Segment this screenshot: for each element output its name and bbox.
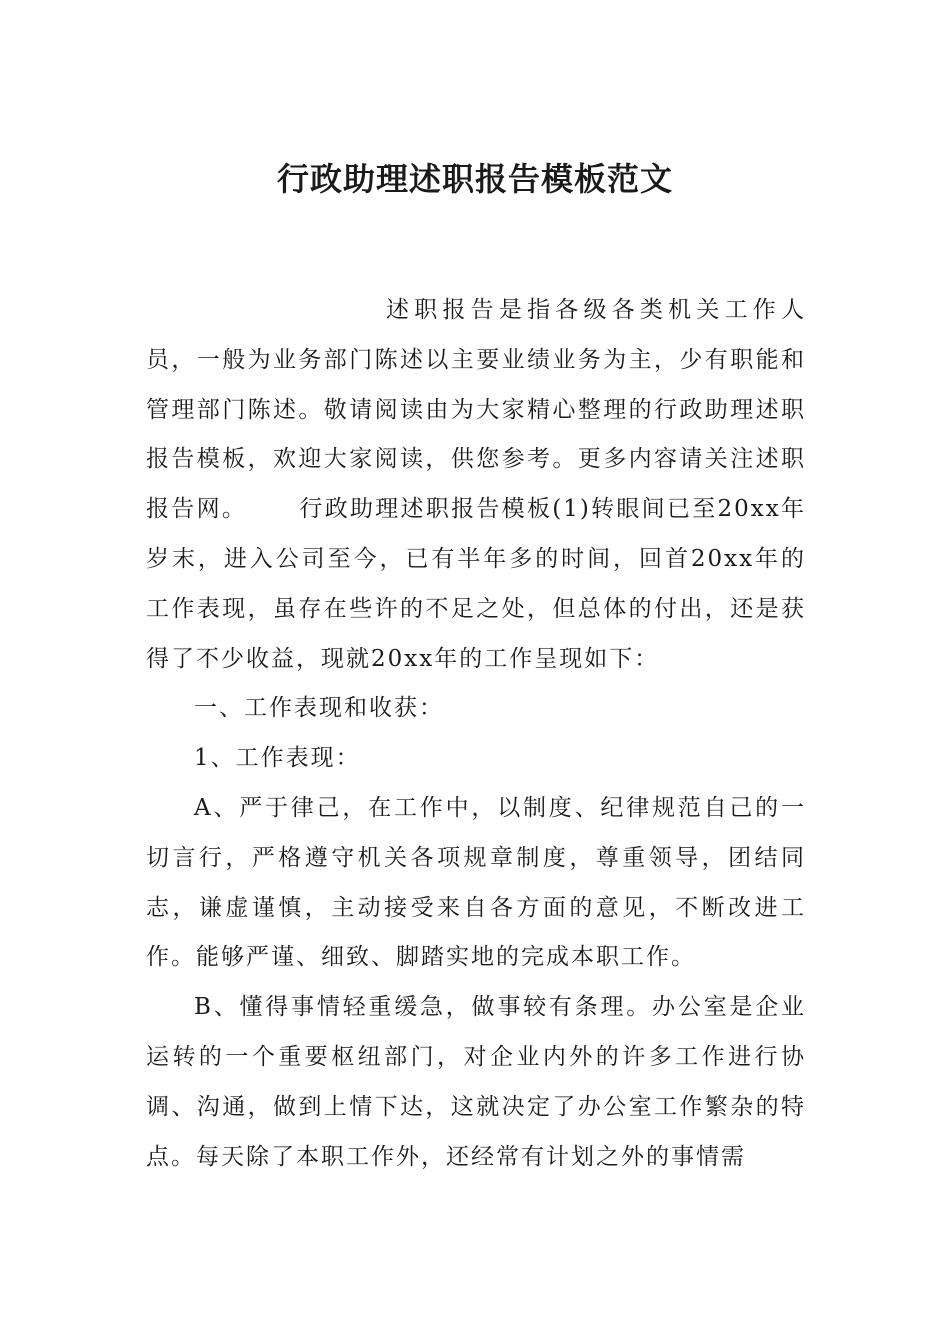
section-heading-2: 1、工作表现： xyxy=(194,745,361,772)
document-body xyxy=(146,286,806,1182)
paragraph-b: B、懂得事情轻重缓急，做事较有条理。办公室是企业运转的一个重要枢纽部门，对企业内外的许多工作进行协调、沟通，做到上情下达，这就决定了办公室工作繁杂的特点。每天除了本职工作外，还经常有计划之外的事情需 xyxy=(146,994,806,1170)
paragraph-a: A、严于律己，在工作中，以制度、纪律规范自己的一切言行，严格遵守机关各项规章制度，尊重领导，团结同志，谦虚谨慎，主动接受来自各方面的意见，不断改进工作。能够严谨、细致、脚踏实地的完成本职工作。 xyxy=(146,794,806,971)
intro-paragraph xyxy=(146,286,806,684)
intro-text-part2: 行政助理述职报告模板(1)转眼间已至20xx年岁末，进入公司至今，已有半年多的时间，回首20xx年的工作表现，虽存在些许的不足之处，但总体的付出，还是获得了不少收益，现就20xx年的工作呈现如下： xyxy=(146,496,807,672)
section-heading-1: 一、工作表现和收获： xyxy=(194,695,444,722)
intro-text-part1: 述职报告是指各级各类机关工作人员，一般为业务部门陈述以主要业绩业务为主，少有职能和管理部门陈述。敬请阅读由为大家精心整理的行政助理述职报告模板，欢迎大家阅读，供您参考。更多内容请关注述职报告网。 xyxy=(146,297,806,523)
document-title: 行政助理述职报告模板范文 xyxy=(276,160,673,198)
